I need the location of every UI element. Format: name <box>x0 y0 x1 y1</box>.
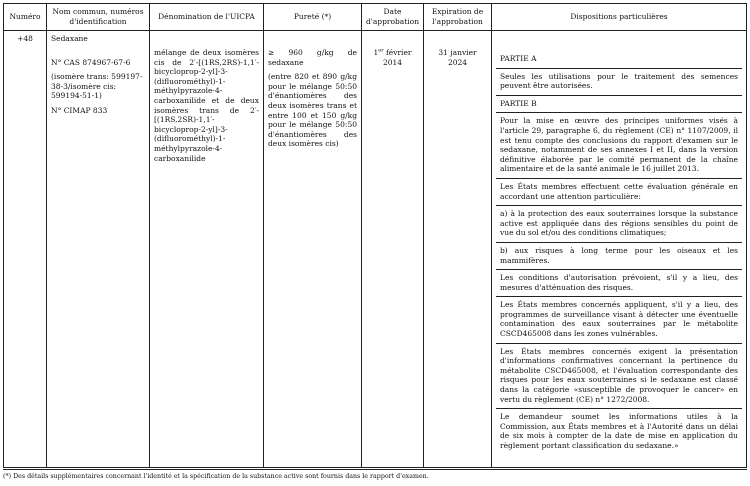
conditions-section <box>496 270 742 297</box>
surveillance-section <box>496 297 742 343</box>
surveillance-text: Les États membres concernés appliquent, s'il y a lieu, des programmes de surveillance visant à détecter une éventuelle contamination des eaux souterraines par le métabolite CSCD465008 dans les zones vulnérables. <box>500 300 738 339</box>
header-expiration: Expiration de l'approbation <box>424 4 492 31</box>
cell-date-approbation <box>362 31 424 468</box>
cell-nom-commun <box>47 31 150 468</box>
partie-a-section <box>496 34 742 69</box>
approval-date: 1er février 2014 <box>373 47 412 67</box>
table-row <box>4 31 747 468</box>
substance-name: Sedaxane <box>51 34 88 43</box>
cimap-number: N° CIMAP 833 <box>51 105 108 115</box>
header-purete: Pureté (*) <box>264 4 362 31</box>
evaluation-intro: Les États membres effectuent cette évaluation générale en accordant une attention particulière: <box>500 181 738 201</box>
isomer-numbers: (isomère trans: 599197-38-3/isomère cis: 599194-51-1) <box>51 72 143 101</box>
partie-a-text-section <box>496 69 742 96</box>
partie-b-title: PARTIE B <box>500 98 537 108</box>
point-b-section <box>496 243 742 270</box>
point-a-section <box>496 206 742 243</box>
purity-main: ≥ 960 g/kg de sedaxane <box>268 48 357 67</box>
purity-detail: (entre 820 et 890 g/kg pour le mélange 50:50 d'énantiomères des deux isomères trans et entre 100 et 150 g/kg pour le mélange 50:50 d'énantiomères des deux isomères cis) <box>268 72 357 149</box>
footnote: (*) Des détails supplémentaires concernant l'identité et la spécification de la substance active sont fournis dans le rapport d'examen. <box>3 469 747 480</box>
demandeur-section <box>496 409 742 454</box>
header-denomination: Dénomination de l'UICPA <box>150 4 264 31</box>
table-header-row <box>4 4 747 31</box>
partie-a-text: Seules les utilisations pour le traitement des semences peuvent être autorisées. <box>500 71 738 91</box>
partie-b-title-section <box>496 96 742 114</box>
cas-number: N° CAS 874967-67-6 <box>51 57 131 67</box>
point-a: a) à la protection des eaux souterraines lorsque la substance active est appliquée dans des régions sensibles du point de vue du sol et/ou des conditions climatiques; <box>500 209 738 238</box>
cell-expiration <box>424 31 492 468</box>
cell-dispositions <box>492 31 747 468</box>
evaluation-intro-section <box>496 179 742 206</box>
partie-a-title: PARTIE A <box>500 54 537 63</box>
header-nom-commun: Nom commun, numéros d'identification <box>47 4 150 31</box>
header-dispositions: Dispositions particulières <box>492 4 747 31</box>
expiration-date: 31 janvier 2024 <box>438 48 477 67</box>
iupac-name: mélange de deux isomères cis de 2′-[(1RS,2RS)-1,1′-bicycloprop-2-yl]-3-(difluorométhyl)-1-méthylpyrazole-4-carboxanilide et de deux isomères trans de 2′-[(1RS,2SR)-1,1′-bicycloprop-2-yl]-3-(difluorométhyl)-1-méthylpyrazole-4-carboxanilide <box>154 48 259 163</box>
header-numero: Numéro <box>4 4 47 31</box>
confirmatives-section <box>496 344 742 410</box>
demandeur-text: Le demandeur soumet les informations utiles à la Commission, aux États membres et à l'Autorité dans un délai de six mois à compter de la date de mise en application du règlement portant classification du sedaxane.» <box>500 412 738 450</box>
cell-denomination <box>150 31 264 468</box>
point-b: b) aux risques à long terme pour les oiseaux et les mammifères. <box>500 245 738 265</box>
partie-b-text-section <box>496 113 742 179</box>
conditions-text: Les conditions d'autorisation prévoient, s'il y a lieu, des mesures d'atténuation des risques. <box>500 273 738 292</box>
cell-purete <box>264 31 362 468</box>
partie-b-text: Pour la mise en œuvre des principes uniformes visés à l'article 29, paragraphe 6, du règlement (CE) n° 1107/2009, il est tenu compte des conclusions du rapport d'examen sur le sedaxane, notamment de ses annexes I et II, dans la version définitive élaborée par le comité permanent de la chaîne alimentaire et de la santé animale le 16 juillet 2013. <box>500 116 738 174</box>
substance-approval-table <box>3 3 747 468</box>
confirmatives-text: Les États membres concernés exigent la présentation d'informations confirmatives concernant la pertinence du métabolite CSCD465008, et l'évaluation correspondante des risques pour les eaux souterraines si le sedaxane est classé dans la catégorie «susceptible de provoquer le cancer» en vertu du règlement (CE) n° 1272/2008. <box>500 346 738 404</box>
header-date-approbation: Date d'approbation <box>362 4 424 31</box>
cell-numero: +48 <box>4 31 47 468</box>
